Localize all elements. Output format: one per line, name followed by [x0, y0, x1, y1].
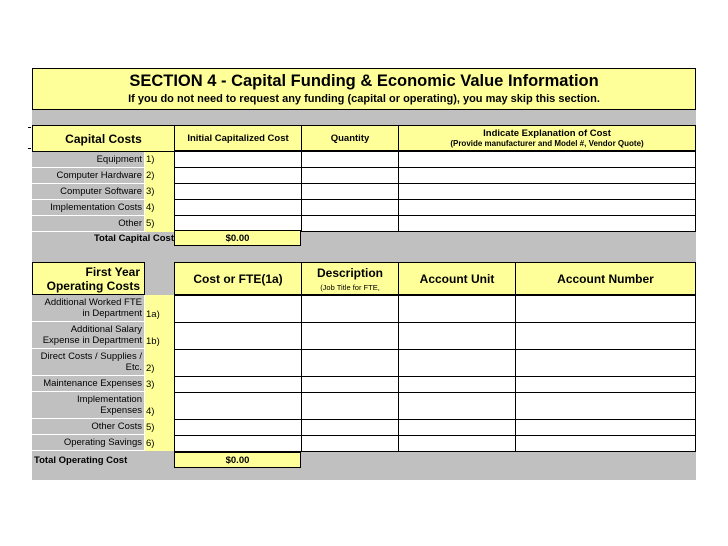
- operating-account-number-cell[interactable]: [515, 349, 696, 377]
- capital-col-quantity-text: Quantity: [330, 132, 370, 144]
- operating-account-number-cell[interactable]: [515, 419, 696, 436]
- spreadsheet-section: [32, 68, 696, 480]
- capital-col-explanation-subtext: (Provide manufacturer and Model #, Vendor Quote): [450, 139, 644, 148]
- operating-row-label-line2: Expenses: [100, 405, 142, 416]
- operating-row-label-line1: Additional Salary: [70, 324, 142, 335]
- operating-account-number-cell[interactable]: [515, 322, 696, 350]
- capital-row-number: 2): [145, 168, 174, 184]
- capital-row-label: Computer Software: [32, 184, 145, 200]
- operating-row-number: 3): [145, 376, 174, 392]
- operating-col-description-subtext: (Job Title for FTE,: [320, 283, 380, 292]
- capital-row-number: 5): [145, 216, 174, 232]
- operating-row-number: 2): [145, 349, 174, 376]
- operating-account-unit-cell[interactable]: [398, 435, 516, 452]
- capital-row-label: Equipment: [32, 152, 145, 168]
- operating-row-number: 4): [145, 392, 174, 419]
- operating-costs-heading: [32, 262, 145, 295]
- operating-row-label: [32, 349, 145, 376]
- operating-row-number: 5): [145, 419, 174, 435]
- capital-costs-heading: [32, 125, 175, 152]
- capital-col-initial-cost: [174, 125, 302, 151]
- operating-row-label-line2: Maintenance Expenses: [43, 378, 142, 389]
- operating-row-label: [32, 419, 145, 435]
- capital-row-number: 3): [145, 184, 174, 200]
- operating-description-cell[interactable]: [301, 322, 399, 350]
- capital-row-label: Implementation Costs: [32, 200, 145, 216]
- operating-account-unit-cell[interactable]: [398, 376, 516, 393]
- operating-cost-cell[interactable]: [174, 435, 302, 452]
- capital-initial-cost-cell[interactable]: [174, 151, 302, 168]
- operating-account-number-cell[interactable]: [515, 435, 696, 452]
- total-capital-cost-value: [174, 230, 301, 246]
- capital-explanation-cell[interactable]: [398, 215, 696, 232]
- capital-col-quantity: [301, 125, 399, 151]
- operating-col-description-text: Description: [316, 266, 383, 280]
- operating-row-number: 1a): [145, 295, 174, 322]
- capital-row-number: 1): [145, 152, 174, 168]
- operating-col-cost-text: Cost or FTE(1a): [193, 271, 283, 286]
- capital-row-label: Computer Hardware: [32, 168, 145, 184]
- operating-account-number-cell[interactable]: [515, 295, 696, 323]
- section-title: SECTION 4 - Capital Funding & Economic Value Information: [129, 72, 599, 90]
- capital-col-explanation: [398, 125, 696, 151]
- operating-cost-cell[interactable]: [174, 295, 302, 323]
- capital-col-initial-cost-text: Initial Capitalized Cost: [187, 132, 289, 144]
- operating-description-cell[interactable]: [301, 376, 399, 393]
- operating-account-unit-cell[interactable]: [398, 419, 516, 436]
- operating-row-number: 6): [145, 435, 174, 451]
- operating-col-cost: [174, 262, 302, 295]
- total-capital-cost-value-text: $0.00: [225, 232, 250, 244]
- capital-row-number: 4): [145, 200, 174, 216]
- capital-initial-cost-cell[interactable]: [174, 183, 302, 200]
- operating-row-label-line1: Implementation: [77, 394, 142, 405]
- capital-quantity-cell[interactable]: [301, 167, 399, 184]
- operating-description-cell[interactable]: [301, 419, 399, 436]
- operating-description-cell[interactable]: [301, 392, 399, 420]
- capital-costs-heading-text: Capital Costs: [65, 131, 142, 146]
- section-subtitle: If you do not need to request any funding (capital or operating), you may skip this section.: [128, 93, 600, 105]
- total-capital-cost-label: Total Capital Cost: [93, 233, 174, 244]
- operating-account-unit-cell[interactable]: [398, 322, 516, 350]
- capital-initial-cost-cell[interactable]: [174, 167, 302, 184]
- operating-row-label-line2: Etc.: [125, 362, 142, 373]
- operating-row-label-line1: Additional Worked FTE: [44, 297, 142, 308]
- total-operating-cost-label: Total Operating Cost: [34, 455, 128, 466]
- operating-description-cell[interactable]: [301, 435, 399, 452]
- operating-account-number-cell[interactable]: [515, 392, 696, 420]
- operating-account-unit-cell[interactable]: [398, 349, 516, 377]
- capital-explanation-cell[interactable]: [398, 167, 696, 184]
- operating-row-label-line2: in Department: [82, 308, 142, 319]
- operating-row-label-line2: Expense in Department: [42, 335, 142, 346]
- capital-explanation-cell[interactable]: [398, 183, 696, 200]
- capital-explanation-cell[interactable]: [398, 199, 696, 216]
- operating-cost-cell[interactable]: [174, 419, 302, 436]
- operating-col-account-unit-text: Account Unit: [419, 271, 495, 286]
- operating-cost-cell[interactable]: [174, 376, 302, 393]
- operating-account-unit-cell[interactable]: [398, 392, 516, 420]
- operating-account-number-cell[interactable]: [515, 376, 696, 393]
- total-operating-cost-value: [174, 452, 301, 468]
- capital-explanation-cell[interactable]: [398, 151, 696, 168]
- section-title-band: [32, 68, 696, 110]
- operating-row-label: [32, 322, 145, 349]
- operating-row-label: [32, 376, 145, 392]
- operating-row-label-line1: Direct Costs / Supplies /: [40, 351, 142, 362]
- operating-description-cell[interactable]: [301, 295, 399, 323]
- operating-col-account-number: [515, 262, 696, 295]
- operating-cost-cell[interactable]: [174, 322, 302, 350]
- capital-col-explanation-text: Indicate Explanation of Cost: [483, 128, 611, 139]
- operating-col-account-number-text: Account Number: [557, 271, 654, 286]
- operating-row-label: [32, 392, 145, 419]
- operating-description-cell[interactable]: [301, 349, 399, 377]
- operating-cost-cell[interactable]: [174, 349, 302, 377]
- operating-heading-line2: Operating Costs: [46, 278, 140, 293]
- capital-row-label: Other: [32, 216, 145, 232]
- capital-quantity-cell[interactable]: [301, 183, 399, 200]
- capital-quantity-cell[interactable]: [301, 215, 399, 232]
- total-operating-cost-value-text: $0.00: [225, 454, 250, 466]
- capital-quantity-cell[interactable]: [301, 151, 399, 168]
- operating-account-unit-cell[interactable]: [398, 295, 516, 323]
- operating-row-label-line2: Other Costs: [91, 421, 142, 432]
- operating-cost-cell[interactable]: [174, 392, 302, 420]
- capital-initial-cost-cell[interactable]: [174, 199, 302, 216]
- operating-row-label-line2: Operating Savings: [63, 437, 142, 448]
- operating-row-label: [32, 295, 145, 322]
- operating-row-label: [32, 435, 145, 451]
- operating-heading-line1: First Year: [85, 264, 140, 279]
- capital-quantity-cell[interactable]: [301, 199, 399, 216]
- operating-col-account-unit: [398, 262, 516, 295]
- operating-row-number: 1b): [145, 322, 174, 349]
- operating-col-description: [301, 262, 399, 295]
